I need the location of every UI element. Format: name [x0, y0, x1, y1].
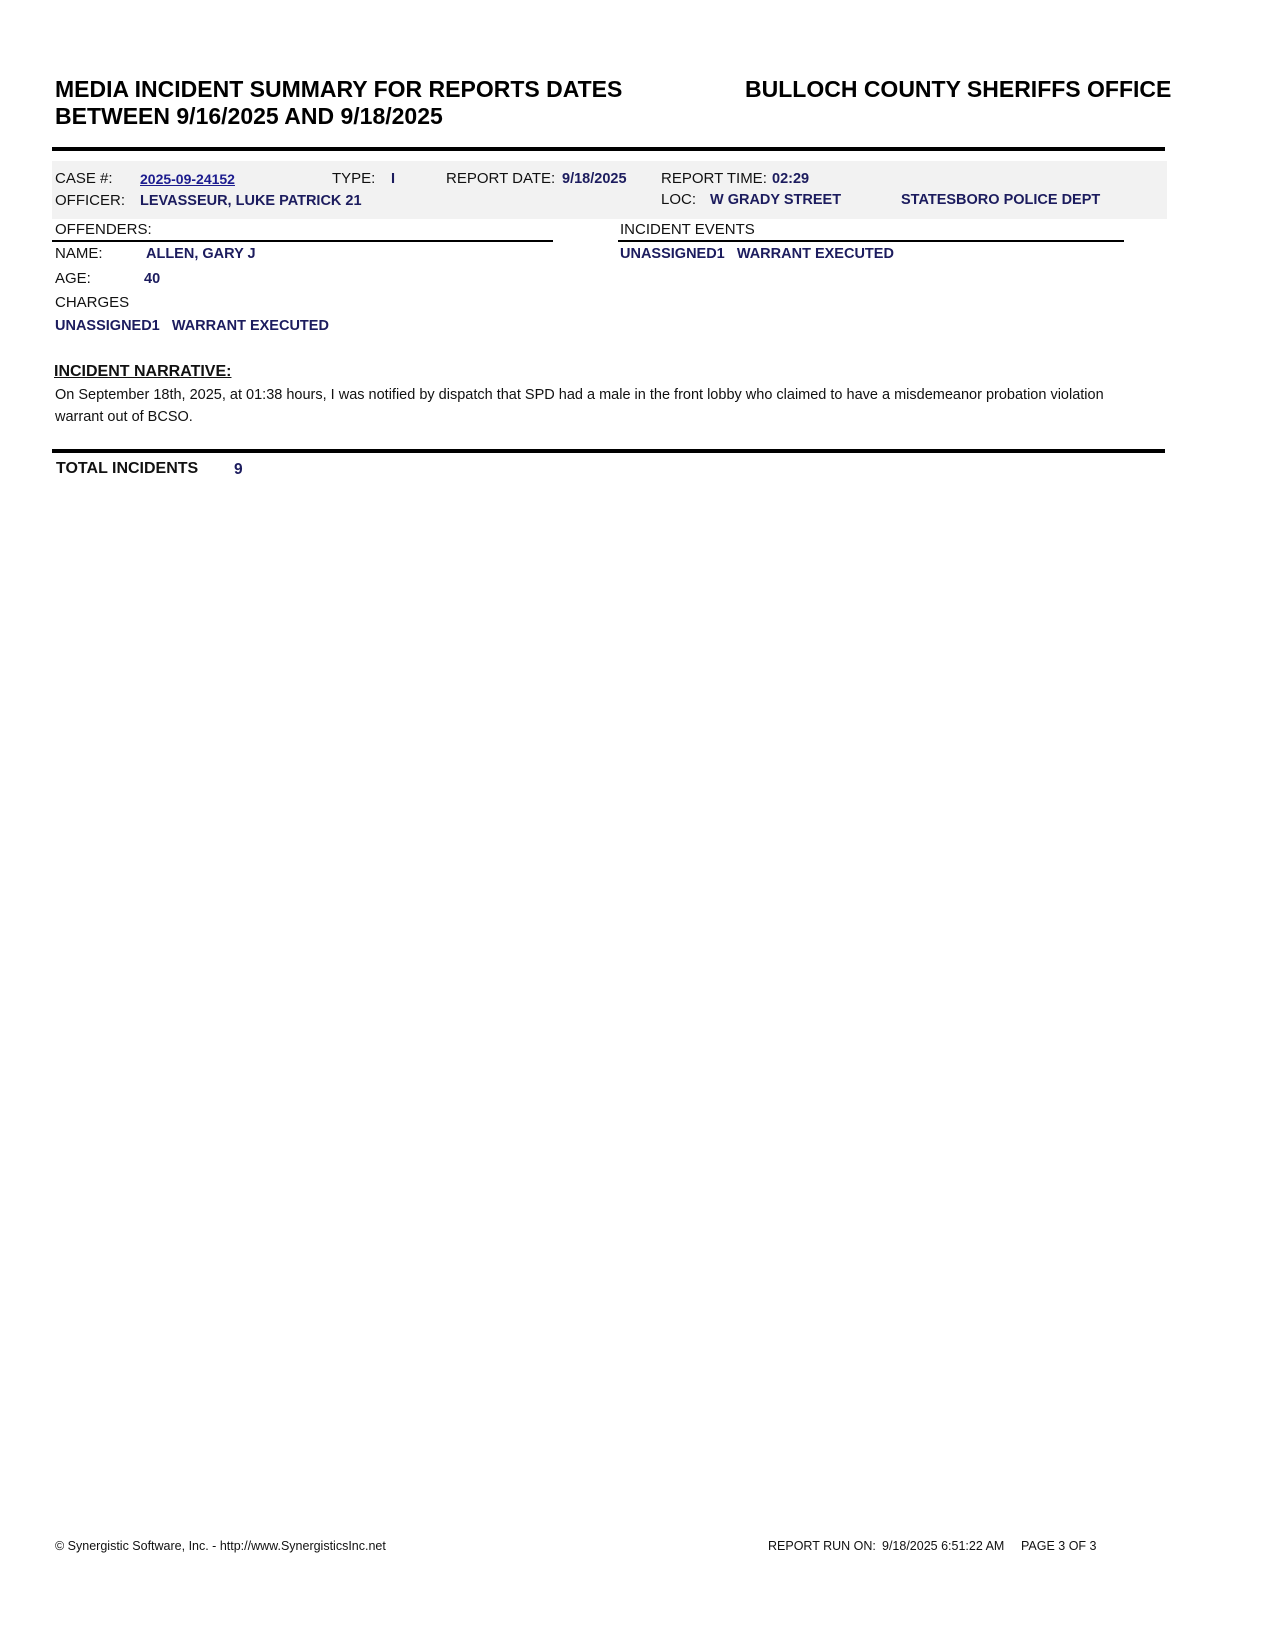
offender-name-value: ALLEN, GARY J: [146, 246, 256, 262]
report-time-label: REPORT TIME:: [661, 170, 767, 187]
narrative-text: On September 18th, 2025, at 01:38 hours, I was notified by dispatch that SPD had a male in the front lobby who claimed to have a misdemeanor probation violation warrant out of BCSO.: [55, 387, 1104, 425]
report-title-line2: BETWEEN 9/16/2025 AND 9/18/2025: [55, 103, 443, 129]
case-number-link[interactable]: 2025-09-24152: [140, 171, 235, 187]
offender-name-label: NAME:: [55, 245, 103, 262]
report-date-label: REPORT DATE:: [446, 170, 556, 187]
responding-agency-value: STATESBORO POLICE DEPT: [901, 192, 1101, 208]
footer-copyright: © Synergistic Software, Inc. - http://www.SynergisticsInc.net: [55, 1539, 386, 1553]
charges-value: UNASSIGNED1 WARRANT EXECUTED: [55, 318, 329, 334]
officer-label: OFFICER:: [55, 192, 125, 209]
offenders-divider: [52, 240, 553, 242]
page-indicator: PAGE 3 OF 3: [1021, 1539, 1097, 1553]
report-date-value: 9/18/2025: [562, 171, 627, 187]
incident-event-item: UNASSIGNED1 WARRANT EXECUTED: [620, 246, 894, 262]
type-value: I: [391, 171, 396, 187]
type-label: TYPE:: [332, 170, 376, 187]
total-incidents-value: 9: [234, 461, 243, 478]
report-run-label: REPORT RUN ON:: [768, 1539, 876, 1553]
narrative-divider: [52, 449, 1165, 453]
report-title-line1: MEDIA INCIDENT SUMMARY FOR REPORTS DATES: [55, 76, 623, 102]
offender-age-label: AGE:: [55, 270, 91, 287]
incident-events-heading: INCIDENT EVENTS: [620, 221, 755, 238]
location-value: W GRADY STREET: [710, 192, 842, 208]
offenders-heading: OFFENDERS:: [55, 221, 152, 238]
incident-events-divider: [618, 240, 1124, 242]
narrative-heading: INCIDENT NARRATIVE:: [54, 363, 232, 380]
agency-title: BULLOCH COUNTY SHERIFFS OFFICE: [745, 76, 1172, 102]
report-run-value: 9/18/2025 6:51:22 AM: [882, 1539, 1005, 1553]
case-info-block: [52, 161, 1167, 219]
location-label: LOC:: [661, 191, 697, 208]
total-incidents-label: TOTAL INCIDENTS: [56, 460, 199, 477]
case-label: CASE #:: [55, 170, 113, 187]
header-divider: [52, 147, 1165, 151]
charges-label: CHARGES: [55, 294, 130, 311]
officer-value: LEVASSEUR, LUKE PATRICK 21: [140, 193, 362, 209]
report-time-value: 02:29: [772, 171, 810, 187]
offender-age-value: 40: [144, 271, 161, 287]
